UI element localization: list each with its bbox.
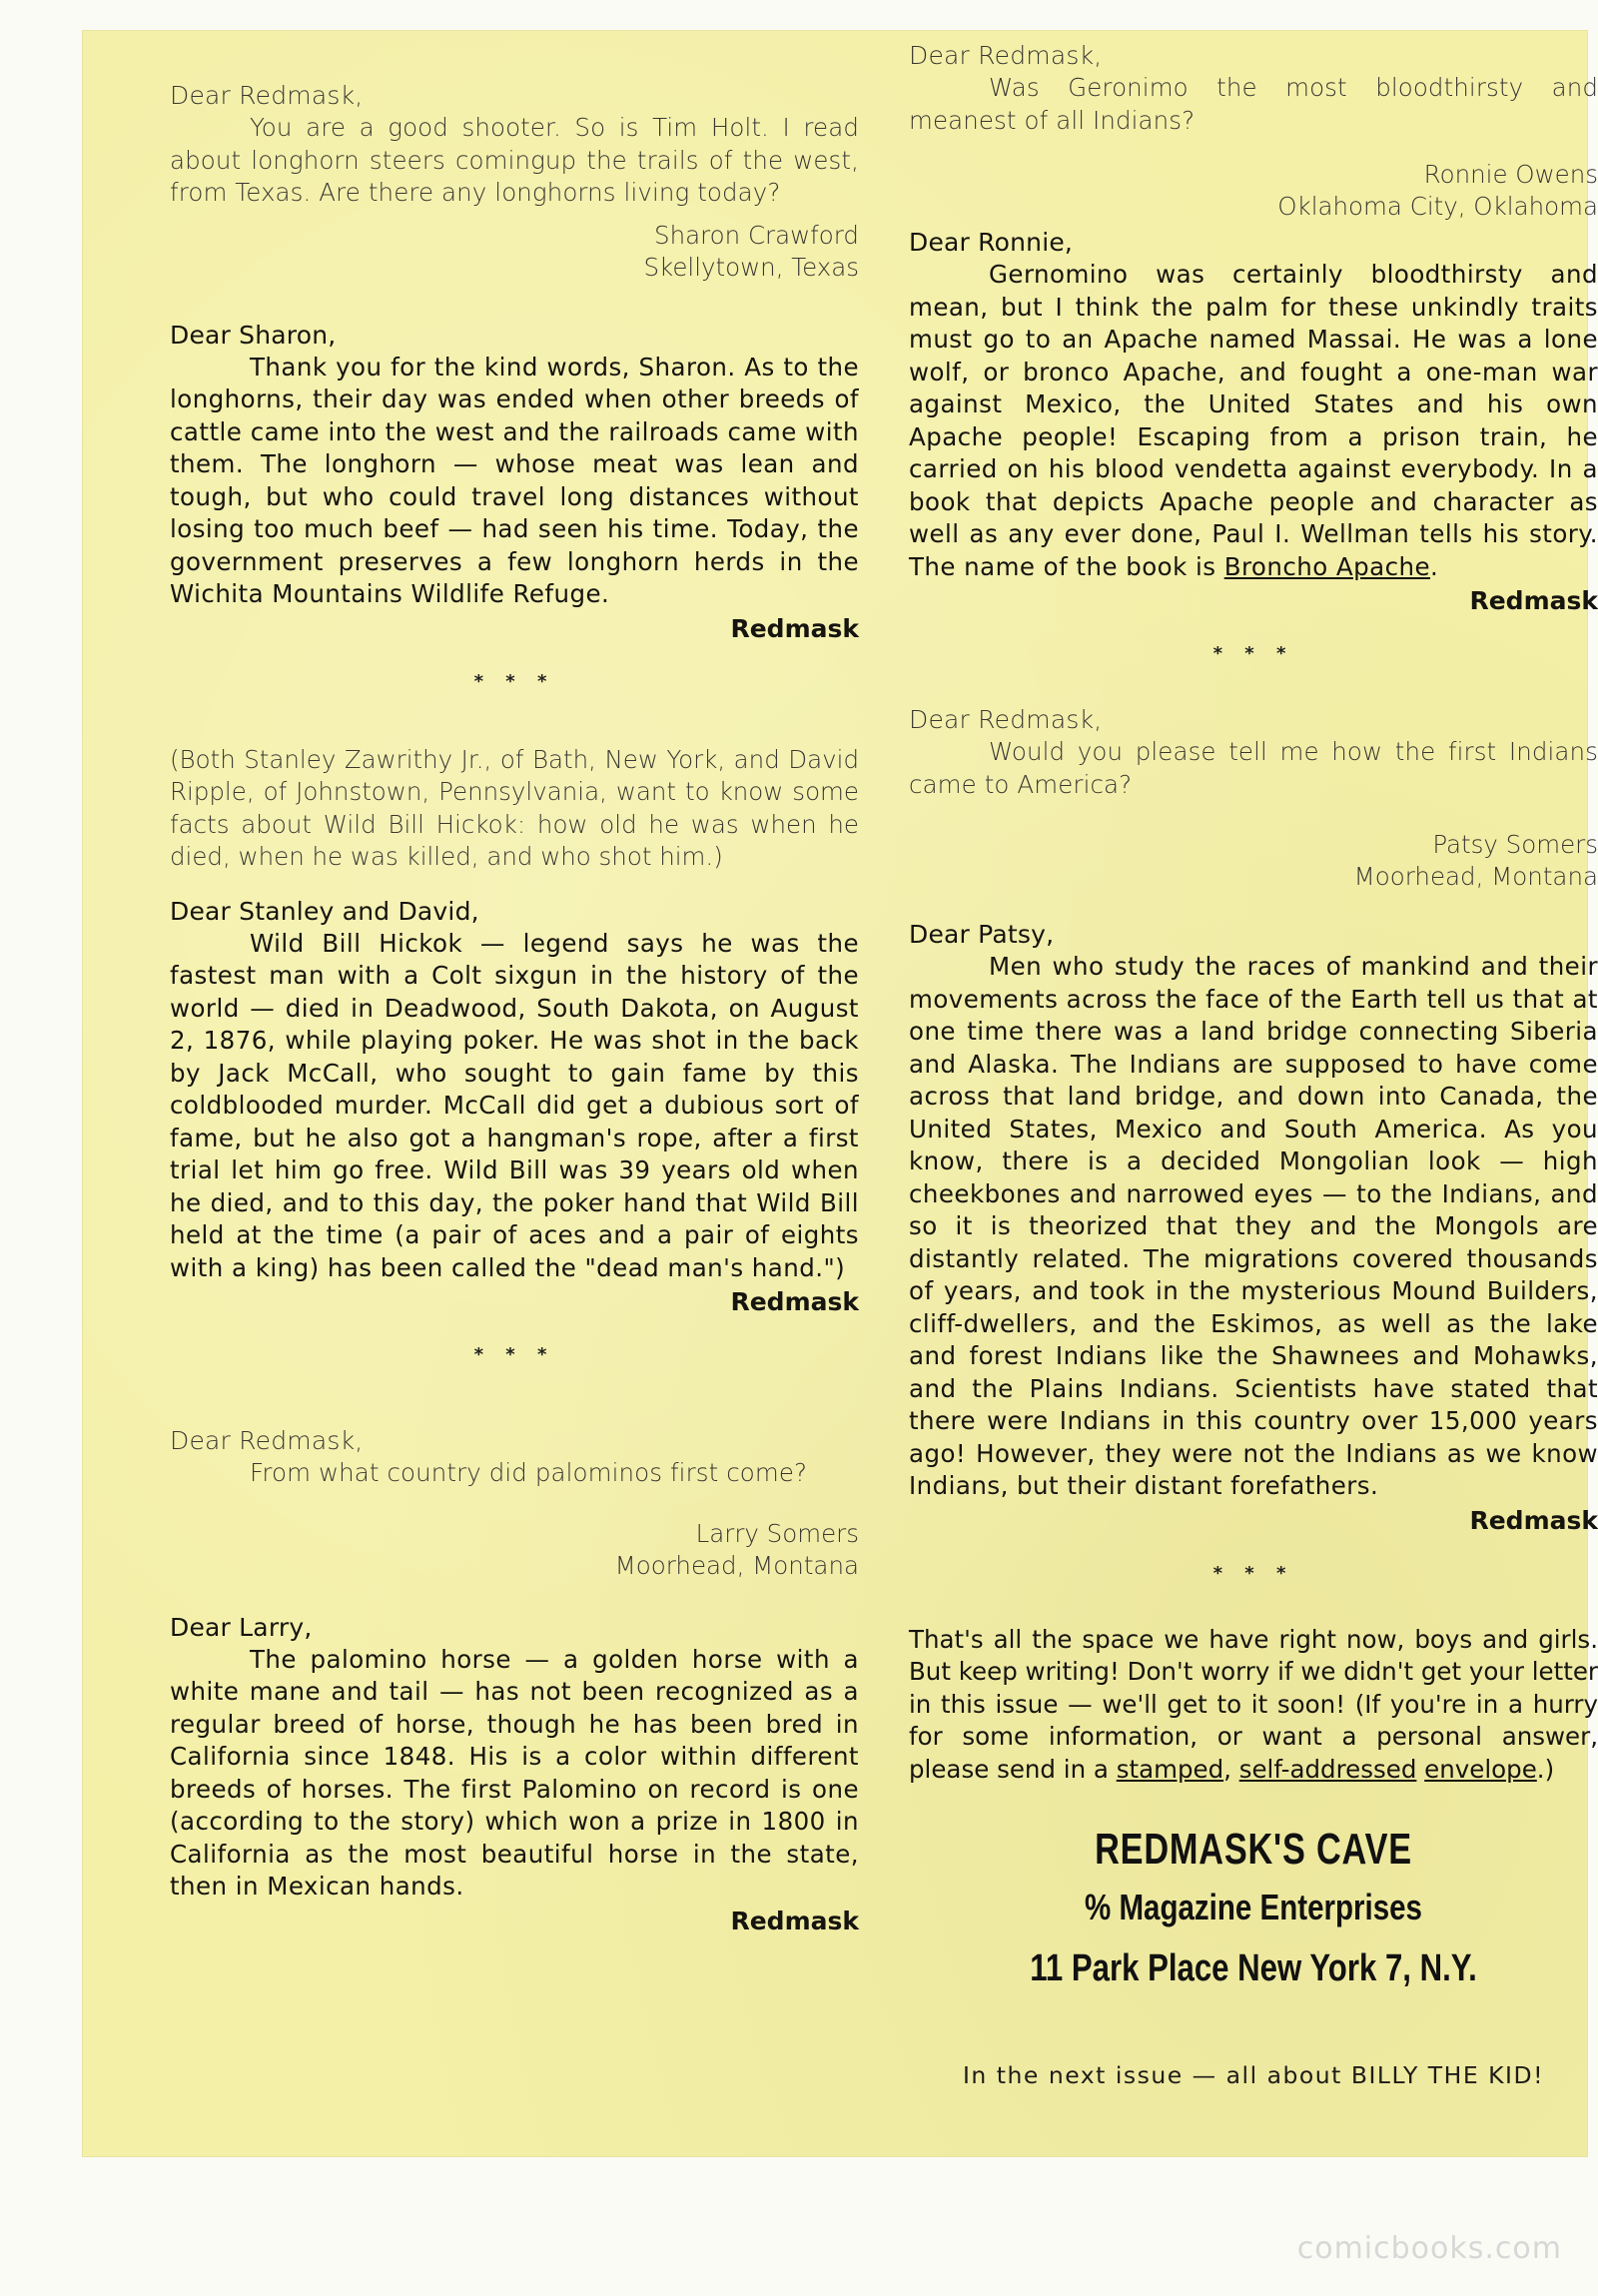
letter-body: You are a good shooter. So is Tim Holt. I read about longhorn steers comingup the trails of the west, from Texas. Are there any longhorns living today?: [170, 113, 859, 207]
signer-place: Moorhead, Montana: [614, 1550, 859, 1580]
closing-text: That's all the space we have right now, boys and girls. But keep writing! Don't worry if we didn't get your letter in this issue — we'll get to it soon! (If you're in a hurry for some information, or want a personal answer, please send in a: [909, 1624, 1598, 1784]
reply-sharon: [170, 320, 859, 645]
signer-name: Patsy Somers: [1432, 830, 1598, 859]
letter-larry: [170, 1425, 859, 1582]
reply-signature: Redmask: [1469, 586, 1598, 615]
letter-patsy: [909, 704, 1598, 893]
divider: * * *: [1212, 643, 1294, 664]
signer-name: Larry Somers: [695, 1518, 859, 1548]
signature: [909, 829, 1598, 893]
divider: * * *: [473, 1344, 555, 1365]
letter-sharon: [170, 80, 859, 284]
reply-stanley-david: [170, 896, 859, 1319]
closing-end: .): [1536, 1754, 1555, 1784]
reply-body: Wild Bill Hickok — legend says he was the fastest man with a Colt sixgun in the history of the world — died in Deadwood, South Dakota, on August 2, 1876, while playing poker. He was shot in the back by Jack McCall, who sought to gain fame by this coldblooded murder. McCall did get a dubious sort of fame, but he also got a hangman's rope, after a first trial let him go free. Wild Bill was 39 years old when he died, and to this day, the poker hand that Wild Bill held at the time (a pair of aces and a pair of eights with a king) has been called the "dead man's hand."): [170, 928, 859, 1282]
reply-body-end: .: [1430, 551, 1439, 581]
signer-name: Sharon Crawford: [654, 220, 859, 250]
letter-body: From what country did palominos first come?: [250, 1458, 808, 1487]
salutation: Dear Larry,: [170, 1612, 313, 1642]
letter-body: Was Geronimo the most bloodthirsty and meanest of all Indians?: [909, 73, 1598, 135]
page-paper: [82, 30, 1598, 2157]
book-title: Broncho Apache: [1223, 551, 1431, 581]
letter-ronnie: [909, 40, 1598, 223]
signature: [170, 220, 859, 284]
address-line-2: % Magazine Enterprises: [1085, 1887, 1422, 1927]
signer-name: Ronnie Owens: [1423, 160, 1598, 189]
closing-sep: ,: [1223, 1754, 1239, 1784]
salutation: Dear Sharon,: [170, 320, 337, 350]
salutation: Dear Redmask,: [909, 41, 1103, 70]
closing-word-self-addressed: self-addressed: [1238, 1754, 1417, 1784]
letter-body: Would you please tell me how the first Indians came to America?: [909, 737, 1598, 799]
salutation: Dear Stanley and David,: [170, 896, 479, 926]
reply-body: The palomino horse — a golden horse with a white mane and tail — has not been recognized as a regular breed of horse, though he has been bred in California since 1848. His is a color within different breeds of horses. The first Palomino on record is one (according to the story) which won a prize in 1800 in California as the most beautiful horse in the state, then in Mexican hands.: [170, 1644, 859, 1901]
salutation: Dear Ronnie,: [909, 228, 1074, 257]
left-column: [170, 80, 859, 1963]
signer-place: Skellytown, Texas: [643, 252, 859, 282]
next-issue-teaser: In the next issue — all about BILLY THE KID!: [962, 2061, 1544, 2089]
reply-body-text: Gernomino was certainly bloodthirsty and mean, but I think the palm for these unkindly traits must go to an Apache named Massai. He was a lone wolf, or bronco Apache, and fought a one-man war against Mexico, the United States and his own Apache people! Escaping from a prison train, he carried on his blood vendetta against everybody. In a book that depicts Apache people and character as well as any ever done, Paul I. Wellman tells his story. The name of the book is: [909, 260, 1598, 581]
salutation: Dear Patsy,: [909, 920, 1055, 949]
address-line-1: REDMASK'S CAVE: [1095, 1825, 1412, 1874]
closing-word-stamped: stamped: [1116, 1754, 1224, 1784]
closing-sep: [1416, 1755, 1424, 1784]
salutation: Dear Redmask,: [170, 81, 364, 110]
signature: [170, 1518, 859, 1582]
reply-body: Men who study the races of mankind and their movements across the face of the Earth tell us that at one time there was a land bridge connecting Siberia and Alaska. The Indians are supposed to have come across that land bridge, and down into Canada, the United States, Mexico and South America. As you know, there is a decided Mongolian look — high cheekbones and narrowed eyes — to the Indians, and so it is theorized that they and the Mongols are distantly related. The migrations covered thousands of years, and took in the mysterious Mound Builders, cliff-dwellers, and the Eskimos, as well as the lake and forest Indians like the Shawnees and Mohawks, and the Plains Indians. Scientists have stated that there were Indians in this country over 15,000 years ago! However, they were not the Indians as we know Indians, but their distant forefathers.: [909, 952, 1598, 1500]
signer-place: Moorhead, Montana: [1353, 862, 1598, 891]
signature: [909, 159, 1598, 223]
reply-ronnie: [909, 227, 1598, 617]
aside-note: (Both Stanley Zawrithy Jr., of Bath, New York, and David Ripple, of Johnstown, Pennsylvania, want to know some facts about Wild Bill Hickok: how old he was when he died, when he was killed, and who shot him.): [170, 744, 859, 871]
salutation: Dear Redmask,: [170, 1426, 364, 1455]
divider: * * *: [473, 670, 555, 692]
reply-signature: Redmask: [1469, 1505, 1598, 1535]
address-line-3: 11 Park Place New York 7, N.Y.: [1030, 1947, 1477, 1989]
reply-signature: Redmask: [730, 613, 859, 643]
reply-signature: Redmask: [730, 1287, 859, 1316]
reply-body: Thank you for the kind words, Sharon. As to the longhorns, their day was ended when other breeds of cattle came into the west and the railroads came with them. The longhorn — whose meat was lean and tough, but who could travel long distances without losing too much beef — had seen his time. Today, the government preserves a few longhorn herds in the Wichita Mountains Wildlife Refuge.: [170, 352, 859, 608]
closing-note: [909, 1624, 1598, 1787]
reply-larry: [170, 1612, 859, 1937]
reply-body: [909, 259, 1598, 583]
divider: * * *: [1212, 1562, 1294, 1584]
reply-patsy: [909, 919, 1598, 1537]
mailing-address: [909, 1822, 1598, 1999]
reply-signature: Redmask: [730, 1906, 859, 1935]
salutation: Dear Redmask,: [909, 705, 1103, 734]
closing-word-envelope: envelope: [1424, 1754, 1537, 1784]
watermark: comicbooks.com: [1296, 2231, 1562, 2266]
right-column: [909, 41, 1598, 2089]
signer-place: Oklahoma City, Oklahoma: [1277, 192, 1598, 221]
